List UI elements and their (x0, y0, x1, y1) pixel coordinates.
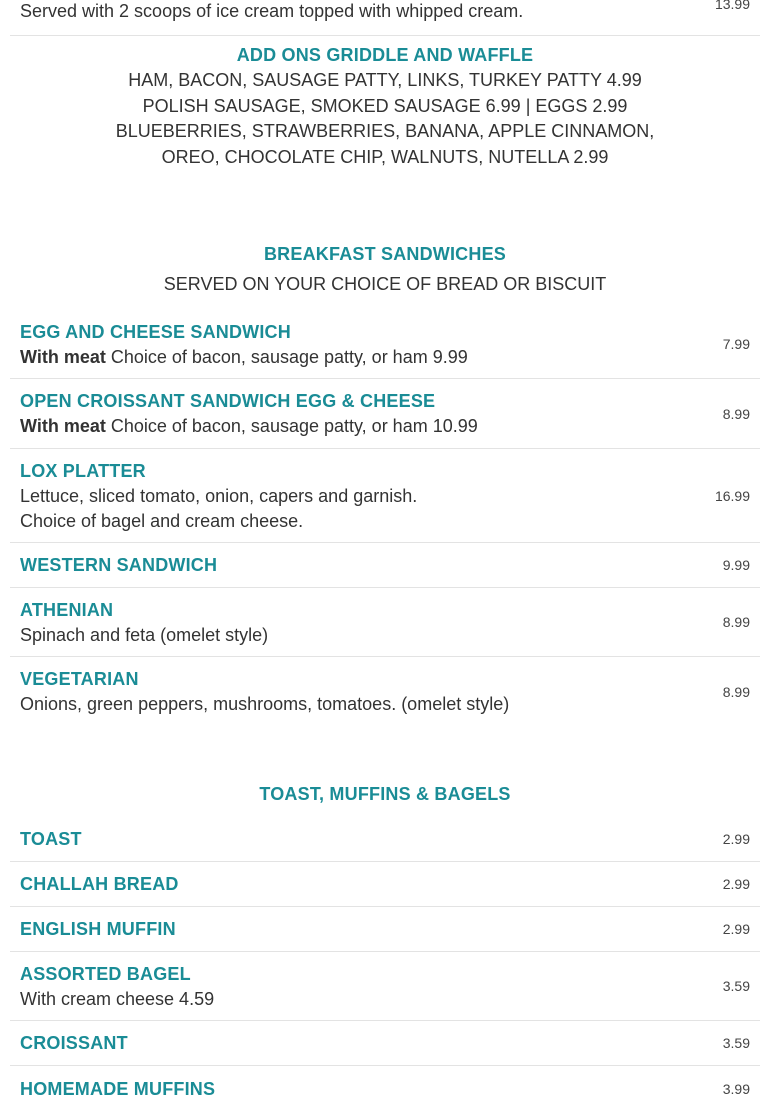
item-price: 9.99 (722, 557, 750, 573)
section-title: ADD ONS GRIDDLE AND WAFFLE (236, 45, 534, 65)
item-price: 3.59 (722, 1035, 750, 1051)
item-name: EGG AND CHEESE SANDWICH (20, 321, 291, 342)
menu-item (10, 449, 760, 543)
section-title: TOAST, MUFFINS & BAGELS (259, 784, 511, 804)
item-name: CHALLAH BREAD (20, 874, 179, 894)
item-price: 7.99 (722, 336, 750, 352)
addon-line: OREO, CHOCOLATE CHIP, WALNUTS, NUTELLA 2.99 (161, 146, 609, 167)
item-name: TOAST (20, 829, 82, 849)
menu-item (10, 0, 760, 36)
item-description: With cream cheese 4.59 (20, 988, 215, 1009)
item-name: VEGETARIAN (20, 669, 139, 689)
item-price: 16.99 (714, 487, 750, 504)
item-price: 2.99 (722, 921, 750, 937)
item-desc-bold: With meat (20, 416, 106, 436)
item-name: ENGLISH MUFFIN (20, 919, 176, 939)
item-desc-bold: With meat (20, 346, 106, 367)
menu-item (10, 907, 760, 952)
section-title: BREAKFAST SANDWICHES (263, 244, 506, 264)
item-description: Lettuce, sliced tomato, onion, capers and garnish. (20, 485, 418, 506)
menu-item (10, 379, 760, 449)
addon-line: POLISH SAUSAGE, SMOKED SAUSAGE 6.99 | EGGS 2.99 (142, 95, 628, 116)
addon-line: HAM, BACON, SAUSAGE PATTY, LINKS, TURKEY PATTY 4.99 (128, 70, 642, 90)
item-desc-text: Choice of bacon, sausage patty, or ham 10.99 (105, 416, 478, 436)
menu (10, 0, 760, 1111)
menu-item (10, 543, 760, 588)
item-description (20, 414, 700, 439)
menu-item (10, 952, 760, 1021)
addon-line: BLUEBERRIES, STRAWBERRIES, BANANA, APPLE CINNAMON, (115, 121, 655, 141)
menu-item (10, 1066, 760, 1111)
item-desc-text: Choice of bacon, sausage patty, or ham 9.99 (105, 346, 468, 367)
item-description: Spinach and feta (omelet style) (20, 624, 269, 645)
item-name: ASSORTED BAGEL (20, 963, 191, 984)
item-description: Onions, green peppers, mushrooms, tomatoes. (omelet style) (20, 694, 510, 714)
menu-item (10, 817, 760, 862)
item-price: 8.99 (722, 614, 750, 630)
item-price: 2.99 (722, 876, 750, 892)
item-description (20, 345, 700, 370)
item-price: 13.99 (714, 0, 750, 12)
menu-item (10, 657, 760, 726)
item-name: LOX PLATTER (20, 460, 146, 481)
item-name: WESTERN SANDWICH (20, 555, 218, 575)
item-name: ATHENIAN (20, 599, 114, 620)
menu-item (10, 588, 760, 657)
addons-section (10, 36, 760, 170)
item-price: 8.99 (722, 683, 750, 700)
breakfast-header (10, 170, 760, 300)
item-name: OPEN CROISSANT SANDWICH EGG & CHEESE (20, 391, 436, 411)
item-description: Choice of bagel and cream cheese. (20, 510, 304, 531)
toast-header (10, 726, 760, 809)
menu-item (10, 310, 760, 379)
menu-item (10, 862, 760, 907)
item-price: 2.99 (722, 831, 750, 847)
item-description: Served with 2 scoops of ice cream topped with whipped cream. (20, 1, 524, 21)
item-price: 3.99 (722, 1080, 750, 1097)
item-name: CROISSANT (20, 1033, 128, 1053)
item-price: 8.99 (722, 405, 750, 422)
item-price: 3.59 (722, 978, 750, 994)
item-name: HOMEMADE MUFFINS (20, 1078, 216, 1099)
menu-item (10, 1021, 760, 1066)
section-subtitle: SERVED ON YOUR CHOICE OF BREAD OR BISCUIT (163, 274, 607, 294)
